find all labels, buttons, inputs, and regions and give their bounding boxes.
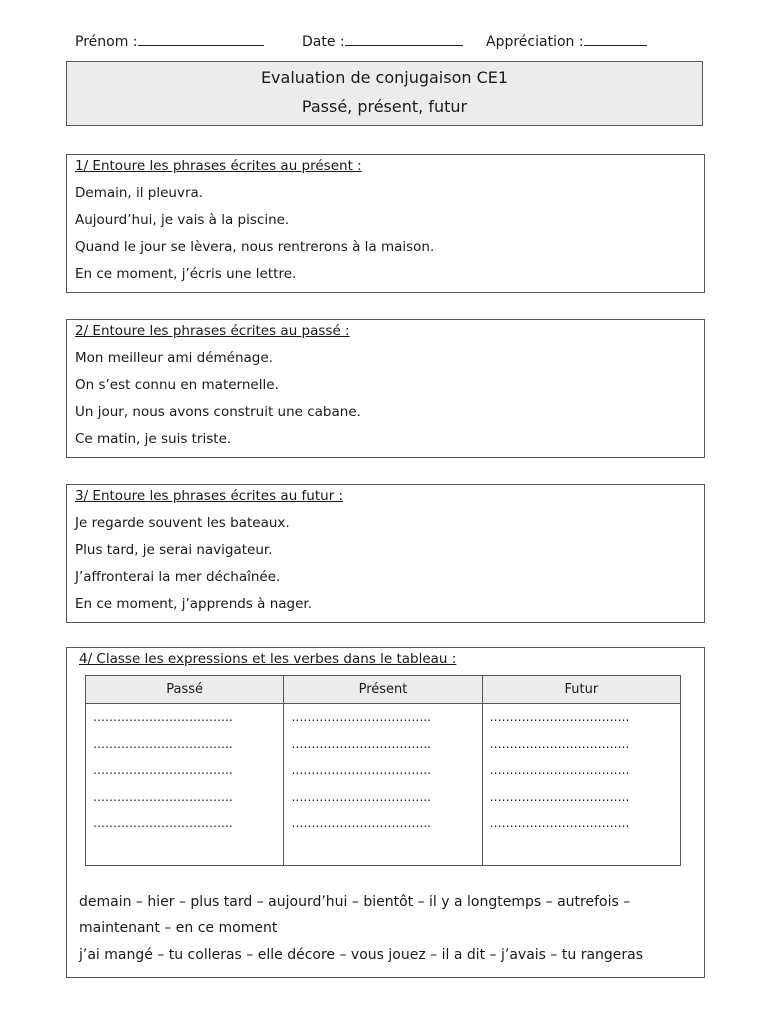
- exercise-3-box: [66, 484, 705, 623]
- prenom-blank[interactable]: [138, 33, 264, 46]
- exercise-2-box: [66, 319, 705, 458]
- column-header-futur: Futur: [482, 676, 680, 704]
- exercise-3-instruction: 3/ Entoure les phrases écrites au futur :: [75, 488, 344, 504]
- dot-line[interactable]: ……………………………..: [93, 763, 233, 777]
- classification-table: [85, 675, 681, 866]
- word-list-line-2: maintenant – en ce moment: [79, 920, 278, 936]
- exercise-4-instruction: 4/ Classe les expressions et les verbes dans le tableau :: [79, 651, 457, 667]
- dot-line[interactable]: ……………………………..: [489, 789, 630, 804]
- appreciation-blank[interactable]: [584, 33, 647, 46]
- date-blank[interactable]: [345, 33, 463, 46]
- word-list-line-1: demain – hier – plus tard – aujourd’hui – bientôt – il y a longtemps – autrefois –: [79, 894, 631, 910]
- dot-line[interactable]: ……………………………..: [489, 710, 630, 724]
- dot-line[interactable]: ……………………………..: [291, 763, 431, 777]
- exercise-2-sentence-4[interactable]: Ce matin, je suis triste.: [75, 431, 232, 447]
- appreciation-label: Appréciation :: [486, 34, 584, 50]
- exercise-2-sentence-2[interactable]: On s’est connu en maternelle.: [75, 377, 279, 393]
- exercise-1-box: [66, 154, 705, 293]
- dot-line[interactable]: ……………………………..: [291, 710, 431, 724]
- column-present-cell[interactable]: [284, 704, 482, 866]
- exercise-2-sentence-3[interactable]: Un jour, nous avons construit une cabane.: [75, 404, 361, 420]
- prenom-label: Prénom :: [75, 34, 138, 50]
- exercise-1-sentence-3[interactable]: Quand le jour se lèvera, nous rentrerons à la maison.: [75, 239, 435, 255]
- prenom-field: [75, 33, 264, 50]
- exercise-1-sentence-4[interactable]: En ce moment, j’écris une lettre.: [75, 266, 297, 282]
- dot-line[interactable]: ……………………………..: [489, 763, 630, 777]
- column-header-passe: Passé: [86, 676, 284, 704]
- title-box: [66, 61, 703, 126]
- exercise-1-sentence-2[interactable]: Aujourd’hui, je vais à la piscine.: [75, 212, 290, 228]
- date-field: [302, 33, 463, 50]
- word-list-line-3: j’ai mangé – tu colleras – elle décore – vous jouez – il a dit – j’avais – tu rangeras: [79, 947, 644, 963]
- exercise-1-sentence-1[interactable]: Demain, il pleuvra.: [75, 185, 204, 201]
- exercise-3-sentence-3[interactable]: J’affronterai la mer déchaînée.: [75, 569, 281, 585]
- dot-line[interactable]: ……………………………..: [489, 816, 630, 830]
- dot-line[interactable]: ……………………………..: [93, 710, 233, 724]
- exercise-3-sentence-2[interactable]: Plus tard, je serai navigateur.: [75, 542, 273, 558]
- dot-line[interactable]: ……………………………..: [291, 736, 431, 751]
- date-label: Date :: [302, 34, 345, 50]
- dot-line[interactable]: ……………………………..: [93, 789, 233, 804]
- column-passe-cell[interactable]: [86, 704, 284, 866]
- exercise-2-instruction: 2/ Entoure les phrases écrites au passé :: [75, 323, 350, 339]
- exercise-3-sentence-4[interactable]: En ce moment, j’apprends à nager.: [75, 596, 313, 612]
- dot-line[interactable]: ……………………………..: [291, 816, 431, 830]
- dot-line[interactable]: ……………………………..: [489, 736, 630, 751]
- title-line2: Passé, présent, futur: [301, 97, 468, 116]
- dot-line[interactable]: ……………………………..: [93, 816, 233, 830]
- exercise-3-sentence-1[interactable]: Je regarde souvent les bateaux.: [75, 515, 290, 531]
- title-line1: Evaluation de conjugaison CE1: [260, 68, 509, 87]
- column-header-present: Présent: [284, 676, 482, 704]
- dot-line[interactable]: ……………………………..: [291, 789, 431, 804]
- dot-line[interactable]: ……………………………..: [93, 736, 233, 751]
- exercise-2-sentence-1[interactable]: Mon meilleur ami déménage.: [75, 350, 273, 366]
- exercise-1-instruction: 1/ Entoure les phrases écrites au présent :: [75, 158, 362, 174]
- appreciation-field: [486, 33, 647, 50]
- column-futur-cell[interactable]: [482, 704, 680, 866]
